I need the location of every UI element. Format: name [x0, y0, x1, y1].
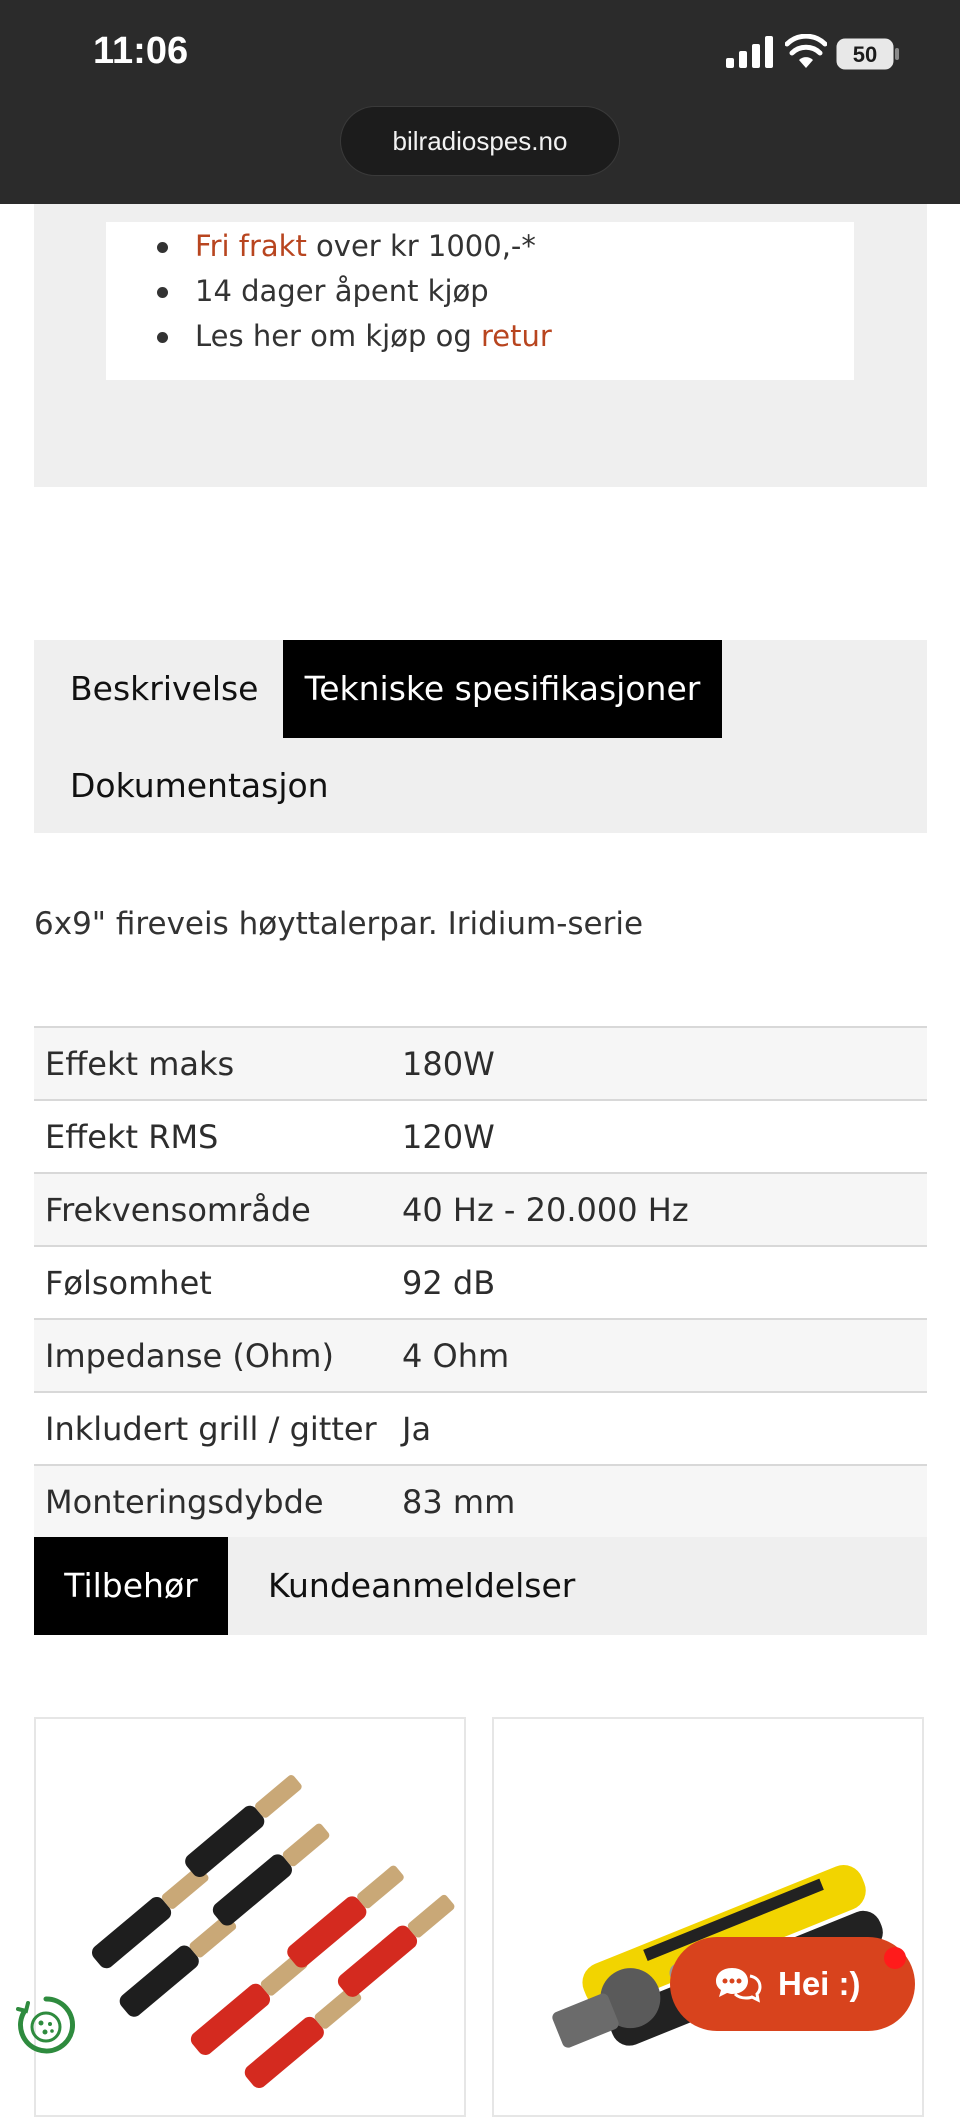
spec-value: Ja: [391, 1392, 927, 1465]
tab-dokumentasjon[interactable]: Dokumentasjon: [70, 766, 329, 805]
free-shipping-text: over kr 1000,-*: [306, 229, 536, 263]
spec-value: 40 Hz - 20.000 Hz: [391, 1173, 927, 1246]
tab-kundeanmeldelser[interactable]: Kundeanmeldelser: [268, 1566, 576, 1605]
spec-key: Monteringsdybde: [34, 1465, 391, 1537]
wifi-icon: [785, 34, 827, 70]
table-row: [34, 1100, 927, 1173]
chat-button[interactable]: [670, 1937, 915, 2031]
product-card-connectors[interactable]: [34, 1717, 466, 2117]
tab-tilbehor[interactable]: Tilbehør: [34, 1537, 228, 1635]
list-item: [195, 224, 552, 269]
tab-beskrivelse[interactable]: Beskrivelse: [70, 669, 259, 708]
product-card-wire-stripper[interactable]: [492, 1717, 924, 2117]
browser-top-bar: [0, 0, 960, 204]
url-text: bilradiospes.no: [392, 125, 568, 156]
purchase-benefits-list: [195, 224, 552, 359]
table-row: [34, 1392, 927, 1465]
open-purchase-text: 14 dager åpent kjøp: [195, 274, 489, 308]
spec-value: 180W: [391, 1027, 927, 1100]
connector-terminals-image: [36, 1719, 466, 2117]
cookie-settings-icon[interactable]: [14, 1993, 78, 2057]
purchase-return-text: Les her om kjøp og: [195, 319, 481, 353]
table-row: [34, 1246, 927, 1319]
wire-stripper-image: [494, 1719, 924, 2117]
table-row: [34, 1465, 927, 1537]
spec-value: 92 dB: [391, 1246, 927, 1319]
battery-icon: [836, 38, 900, 70]
table-row: [34, 1319, 927, 1392]
free-shipping-link[interactable]: Fri frakt: [195, 229, 307, 263]
product-subtitle: 6x9" fireveis høyttalerpar. Iridium-serie: [34, 906, 644, 942]
spec-table: [34, 1026, 927, 1537]
spec-key: Effekt RMS: [34, 1100, 391, 1173]
chat-notification-dot: [884, 1947, 906, 1969]
chat-bubble-icon: [714, 1964, 762, 2004]
spec-value: 4 Ohm: [391, 1319, 927, 1392]
cellular-signal-icon: [726, 36, 774, 68]
table-row: [34, 1027, 927, 1100]
table-row: [34, 1173, 927, 1246]
spec-value: 83 mm: [391, 1465, 927, 1537]
spec-value: 120W: [391, 1100, 927, 1173]
list-item: [195, 314, 552, 359]
spec-key: Frekvensområde: [34, 1173, 391, 1246]
spec-key: Følsomhet: [34, 1246, 391, 1319]
battery-level: 50: [852, 42, 878, 67]
spec-key: Impedanse (Ohm): [34, 1319, 391, 1392]
spec-key: Effekt maks: [34, 1027, 391, 1100]
status-time: 11:06: [93, 30, 189, 72]
tab-tekniske-spesifikasjoner[interactable]: Tekniske spesifikasjoner: [283, 640, 722, 738]
list-item: [195, 269, 552, 314]
chat-label: Hei :): [778, 1965, 861, 2002]
return-link[interactable]: retur: [480, 319, 552, 353]
url-bar[interactable]: [341, 107, 619, 175]
spec-key: Inkludert grill / gitter: [34, 1392, 391, 1465]
